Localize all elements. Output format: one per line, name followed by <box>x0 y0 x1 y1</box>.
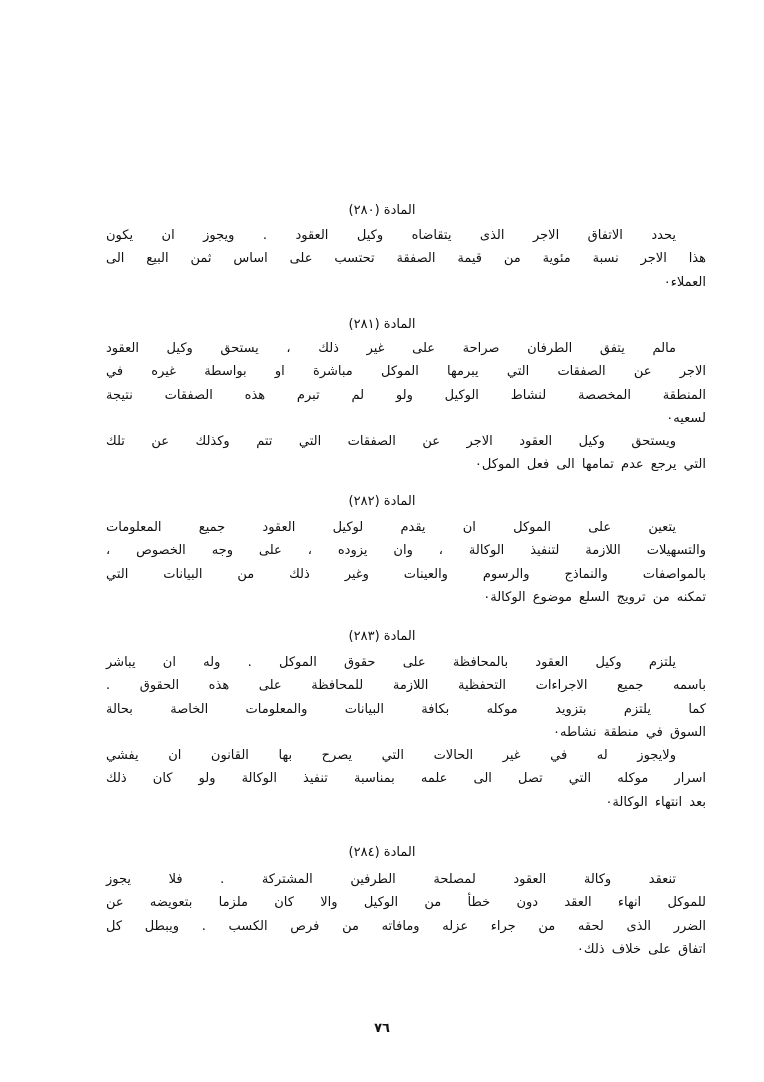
paragraph-line: تمكنه من ترويج السلع موضوع الوكالة٠ <box>483 589 706 605</box>
article-heading: المادة (٢٨١) <box>348 317 416 332</box>
paragraph-line: هذا الاجر نسبة مئوية من قيمة الصفقة تحتسب على اساس ثمن البيع الى <box>106 251 706 267</box>
paragraph-line: ولايجوز له في غير الحالات التي يصرح بها القانون ان يفشي <box>106 748 676 764</box>
paragraph-line: بالمواصفات والنماذج والرسوم والعينات وغير ذلك من البيانات التي <box>106 566 706 582</box>
paragraph-line: لسعيه٠ <box>666 410 706 426</box>
paragraph-line: ويستحق وكيل العقود الاجر عن الصفقات التي تتم وكذلك عن تلك <box>106 434 676 450</box>
paragraph-line: تنعقد وكالة العقود لمصلحة الطرفين المشتركة . فلا يجوز <box>106 872 676 887</box>
paragraph-line: الاجر عن الصفقات التي يبرمها الموكل مباشرة او بواسطة غيره في <box>106 364 706 380</box>
paragraph-line: مالم يتفق الطرفان صراحة على غير ذلك ، يستحق وكيل العقود <box>106 341 676 356</box>
paragraph-line: والتسهيلات اللازمة لتنفيذ الوكالة ، وان يزوده ، على وجه الخصوص ، <box>106 543 706 559</box>
page-number: ٧٦ <box>374 1021 390 1036</box>
article-heading: المادة (٢٨٤) <box>348 845 416 860</box>
paragraph-line: للموكل انهاء العقد دون خطأ من الوكيل والا كان ملزما بتعويضه عن <box>106 895 706 911</box>
paragraph-line: العملاء٠ <box>663 274 706 290</box>
paragraph-line: اسرار موكله التي تصل الى علمه بمناسبة تنفيذ الوكالة ولو كان ذلك <box>106 771 706 787</box>
paragraph-line: السوق في منطقة نشاطه٠ <box>553 724 706 740</box>
article-heading: المادة (٢٨٣) <box>348 629 416 644</box>
paragraph-line: كما يلتزم بتزويد موكله بكافة البيانات والمعلومات الخاصة بحالة <box>106 701 706 717</box>
paragraph-line: بعد انتهاء الوكالة٠ <box>605 794 706 810</box>
paragraph-line: التي يرجع عدم تمامها الى فعل الموكل٠ <box>474 457 706 473</box>
paragraph-line: الضرر الذى لحقه من جراء عزله ومافاته من فرص الكسب . ويبطل كل <box>106 918 706 934</box>
article-heading: المادة (٢٨٠) <box>348 203 416 218</box>
paragraph-line: باسمه جميع الاجراءات التحفظية اللازمة للمحافظة على هذه الحقوق . <box>106 678 706 694</box>
paragraph-line: يحدد الاتفاق الاجر الذى يتقاضاه وكيل العقود . ويجوز ان يكون <box>106 228 676 243</box>
paragraph-line: اتفاق على خلاف ذلك٠ <box>576 941 706 957</box>
article-heading: المادة (٢٨٢) <box>348 494 416 509</box>
paragraph-line: يلتزم وكيل العقود بالمحافظة على حقوق الموكل . وله ان يباشر <box>106 655 676 670</box>
paragraph-line: المنطقة المخصصة لنشاط الوكيل ولو لم تبرم هذه الصفقات نتيجة <box>106 387 706 403</box>
paragraph-line: يتعين على الموكل ان يقدم لوكيل العقود جميع المعلومات <box>106 520 676 535</box>
